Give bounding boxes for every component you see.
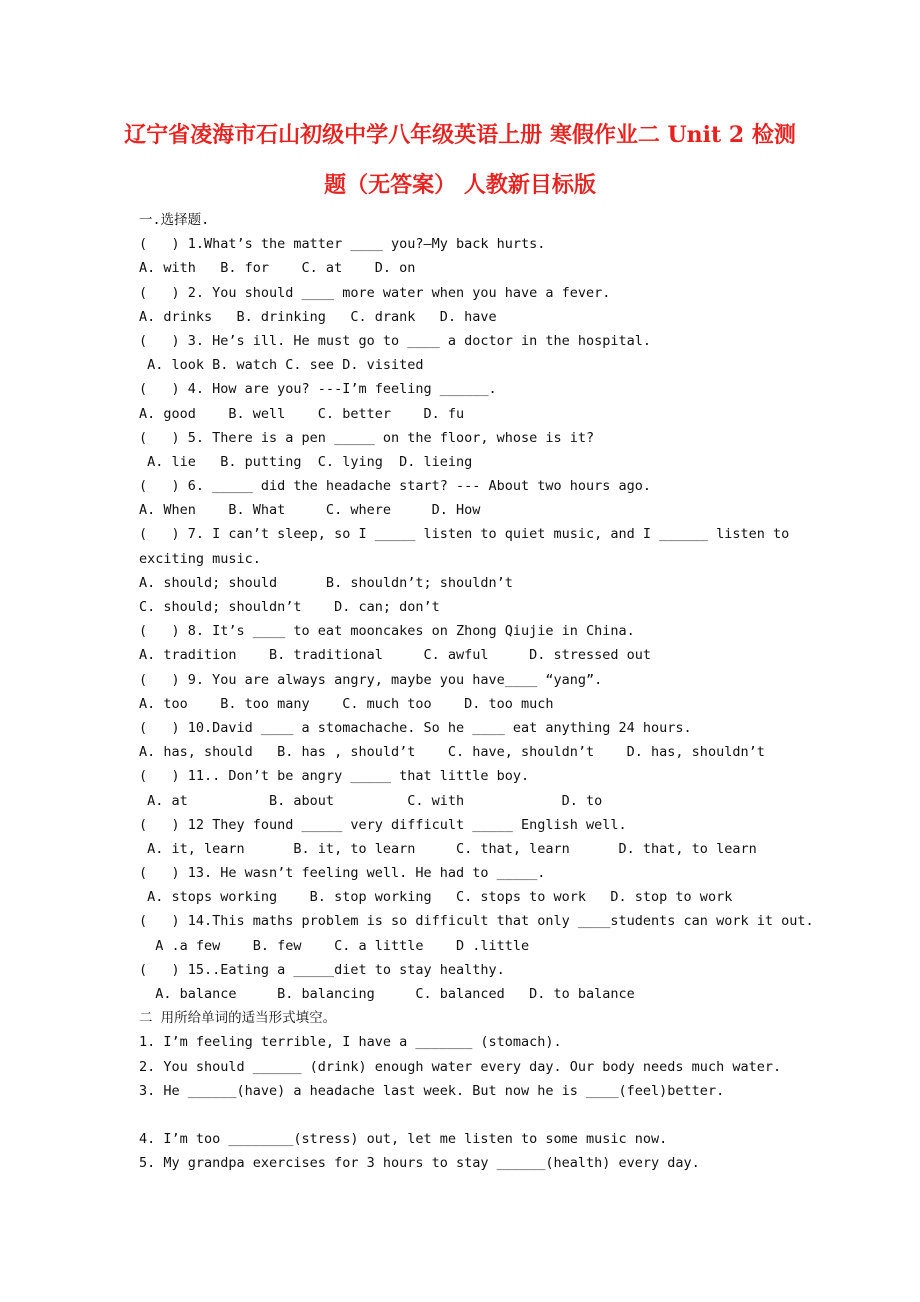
options-line: A. should; should B. shouldn’t; shouldn’t xyxy=(139,574,513,591)
options-line: C. should; shouldn’t D. can; don’t xyxy=(139,599,440,615)
options-line: A. at B. about C. with D. to xyxy=(139,792,603,809)
question-line: ( ) 4. How are you? ---I’m feeling ______. xyxy=(139,381,497,398)
question-line: ( ) 6. _____ did the headache start? --- About two hours ago. xyxy=(139,478,652,495)
options-line: A. good B. well C. better D. fu xyxy=(139,405,465,422)
question-line: ( ) 13. He wasn’t feeling well. He had to _____. xyxy=(139,865,546,882)
question-line: ( ) 5. There is a pen _____ on the floor, whose is it? xyxy=(139,429,595,446)
document-title-line-1: 辽宁省凌海市石山初级中学八年级英语上册 寒假作业二 Unit 2 检测 xyxy=(124,122,796,148)
fill-in-item: 1. I’m feeling terrible, I have a _______ (stomach). xyxy=(139,1034,562,1051)
options-line: A. tradition B. traditional C. awful D. stressed out xyxy=(139,647,652,664)
question-line: ( ) 15..Eating a _____diet to stay healthy. xyxy=(139,961,505,978)
section-heading-choice: 一.选择题. xyxy=(139,212,210,228)
options-line: A. it, learn B. it, to learn C. that, learn D. that, to learn xyxy=(139,840,757,857)
fill-in-item: 3. He ______(have) a headache last week. But now he is ____(feel)better. xyxy=(139,1082,725,1099)
question-line: ( ) 8. It’s ____ to eat mooncakes on Zhong Qiujie in China. xyxy=(139,623,635,640)
options-line: A. balance B. balancing C. balanced D. to balance xyxy=(139,986,635,1002)
document-body xyxy=(139,208,814,1176)
options-line: A .a few B. few C. a little D .little xyxy=(139,937,530,954)
question-line: ( ) 2. You should ____ more water when you have a fever. xyxy=(139,284,611,301)
fill-in-item: 5. My grandpa exercises for 3 hours to stay ______(health) every day. xyxy=(139,1155,700,1172)
options-line: A. look B. watch C. see D. visited xyxy=(139,357,424,374)
options-line: A. too B. too many C. much too D. too much xyxy=(139,695,554,712)
fill-in-item: 2. You should ______ (drink) enough water every day. Our body needs much water. xyxy=(139,1058,782,1075)
options-line: A. has, should B. has , should’t C. have, shouldn’t D. has, shouldn’t xyxy=(139,744,765,761)
options-line: A. lie B. putting C. lying D. lieing xyxy=(139,453,473,470)
question-line: ( ) 3. He’s ill. He must go to ____ a doctor in the hospital. xyxy=(139,332,652,349)
question-line: exciting music. xyxy=(139,550,261,567)
options-line: A. stops working B. stop working C. stops to work D. stop to work xyxy=(139,889,733,906)
options-line: A. drinks B. drinking C. drank D. have xyxy=(139,308,497,325)
options-line: A. When B. What C. where D. How xyxy=(139,502,481,519)
question-line: ( ) 9. You are always angry, maybe you have____ “yang”. xyxy=(139,671,603,688)
question-line: ( ) 10.David ____ a stomachache. So he ____ eat anything 24 hours. xyxy=(139,719,692,736)
options-line: A. with B. for C. at D. on xyxy=(139,260,416,277)
question-line: ( ) 14.This maths problem is so difficult that only ____students can work it out. xyxy=(139,913,814,930)
question-line: ( ) 11.. Don’t be angry _____ that little boy. xyxy=(139,768,530,785)
question-line: ( ) 1.What’s the matter ____ you?—My back hurts. xyxy=(139,236,546,253)
question-line: ( ) 7. I can’t sleep, so I _____ listen to quiet music, and I ______ listen to xyxy=(139,526,790,543)
blank-line xyxy=(139,1103,799,1127)
section-heading-fill-in: 二 用所给单词的适当形式填空。 xyxy=(139,1010,337,1027)
question-line: ( ) 12 They found _____ very difficult _____ English well. xyxy=(139,816,627,833)
fill-in-item: 4. I’m too ________(stress) out, let me listen to some music now. xyxy=(139,1131,668,1148)
document-title-line-2: 题（无答案） 人教新目标版 xyxy=(324,172,596,198)
